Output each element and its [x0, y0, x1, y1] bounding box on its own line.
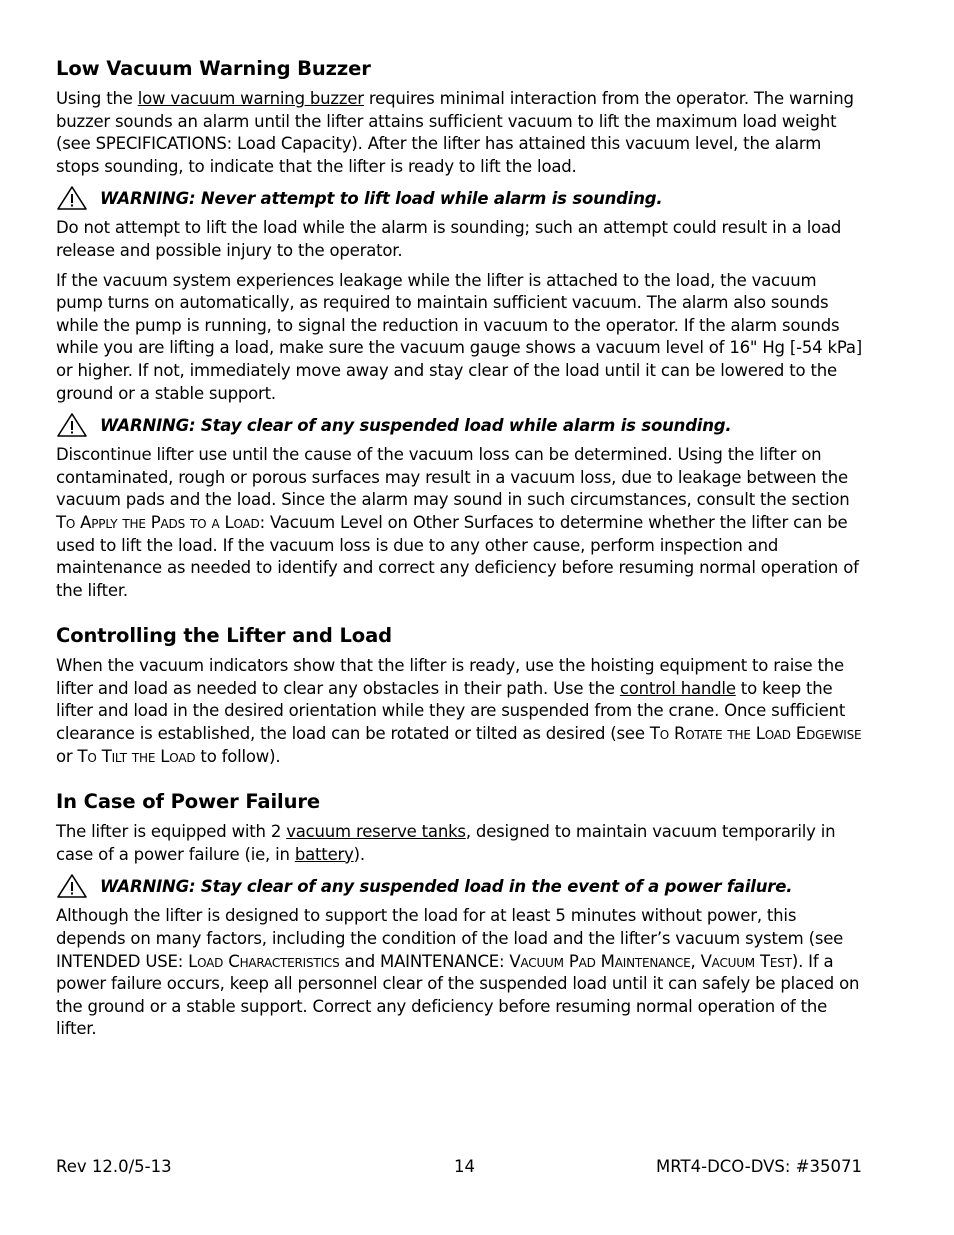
cross-reference: To Rotate the Load Edgewise — [649, 724, 862, 744]
warning-icon — [56, 873, 88, 899]
cross-reference: Vacuum Pad Maintenance — [509, 951, 691, 971]
text: requires minimal interaction from the operator. The warning buzzer sounds an alarm until the lifter attains sufficient vacuum to lift the maximum load weight (see SPECIFICATIONS: Load Capacity). After the lifter has attained this vacuum level, the alarm stops sounding, to indicate that the lifter is ready to lift the load. — [56, 89, 854, 176]
text: The lifter is equipped with 2 — [56, 822, 287, 842]
paragraph: Do not attempt to lift the load while the alarm is sounding; such an attempt could result in a load release and possible injury to the operator. — [56, 218, 842, 260]
text: Discontinue lifter use until the cause of the vacuum loss can be determined. Using the lifter on contaminated, rough or porous surfaces may result in a vacuum loss, due to leakage between the vacuum pads and the load. Since the alarm may sound in such circumstances, consult the section — [56, 445, 850, 510]
paragraph — [56, 444, 868, 602]
text: ). If a power failure occurs, keep all personnel clear of the suspended load until it can safely be placed on the ground or a stable support. Correct any deficiency before resuming normal operation of the lifter. — [56, 951, 860, 1039]
warning-icon — [56, 412, 88, 438]
text: , — [690, 951, 701, 971]
paragraph — [56, 88, 868, 178]
warning-icon — [56, 185, 88, 211]
section-heading-controlling: Controlling the Lifter and Load — [56, 624, 392, 648]
paragraph — [56, 821, 868, 866]
warning-callout — [56, 412, 868, 438]
text: : Vacuum Level on Other Surfaces to determine whether the lifter can be used to lift the load. If the vacuum loss is due to any other cause, perform inspection and maintenance as needed to identify and correct any deficiency before resuming normal operation of the lifter. — [56, 512, 859, 600]
term-battery: battery — [294, 844, 354, 864]
text: When the vacuum indicators show that the lifter is ready, use the hoisting equipment to raise the lifter and load as needed to clear any obstacles in their path. Use the — [56, 656, 844, 698]
text: Although the lifter is designed to support the load for at least 5 minutes without power, this depends on many factors, including the condition of the load and the lifter’s vacuum system (see INTENDED USE: — [56, 906, 844, 971]
term-control-handle: control handle — [619, 678, 736, 698]
cross-reference: To Tilt the Load — [77, 746, 196, 766]
section-heading-low-vacuum: Low Vacuum Warning Buzzer — [56, 57, 371, 80]
warning-text: WARNING: Stay clear of any suspended load while alarm is sounding. — [100, 415, 732, 435]
text: and MAINTENANCE: — [339, 951, 510, 971]
term-low-vacuum-warning-buzzer: low vacuum warning buzzer — [137, 89, 364, 108]
text: ). — [353, 844, 365, 864]
paragraph — [56, 655, 868, 768]
text: to keep the lifter and load in the desired orientation while they are suspended from the crane. Once sufficient clearance is established, the load can be rotated or tilted as desired (see — [56, 678, 846, 744]
cross-reference: Vacuum Test — [700, 951, 792, 971]
revision-label: Rev 12.0/5-13 — [56, 1157, 172, 1176]
text: to follow). — [195, 746, 281, 766]
section-heading-power-failure: In Case of Power Failure — [56, 790, 321, 814]
paragraph: If the vacuum system experiences leakage while the lifter is attached to the load, the vacuum pump turns on automatically, as required to maintain sufficient vacuum. The alarm also sounds while the pump is running, to signal the reduction in vacuum to the operator. If the alarm sounds while you are lifting a load, make sure the vacuum gauge shows a vacuum level of 16" Hg [-54 kPa] or higher. If not, immediately move away and stay clear of the load until it can be lowered to the ground or a stable support. — [56, 270, 863, 403]
text: or — [56, 746, 78, 766]
paragraph — [56, 905, 868, 1041]
page-footer — [56, 1155, 868, 1179]
warning-callout — [56, 185, 868, 211]
text: , designed to maintain vacuum temporarily in case of a power failure (ie, in — [56, 822, 836, 864]
cross-reference: To Apply the Pads to a Load — [56, 512, 260, 532]
warning-text: WARNING: Stay clear of any suspended load in the event of a power failure. — [100, 876, 793, 896]
text: Using the — [56, 89, 138, 108]
page-number: 14 — [454, 1157, 475, 1176]
term-vacuum-reserve-tanks: vacuum reserve tanks — [286, 822, 466, 842]
cross-reference: Load Characteristics — [188, 951, 340, 971]
warning-callout — [56, 873, 868, 899]
document-id: MRT4-DCO-DVS: #35071 — [656, 1157, 862, 1176]
document-page — [56, 56, 868, 1048]
warning-text: WARNING: Never attempt to lift load while alarm is sounding. — [100, 188, 663, 208]
